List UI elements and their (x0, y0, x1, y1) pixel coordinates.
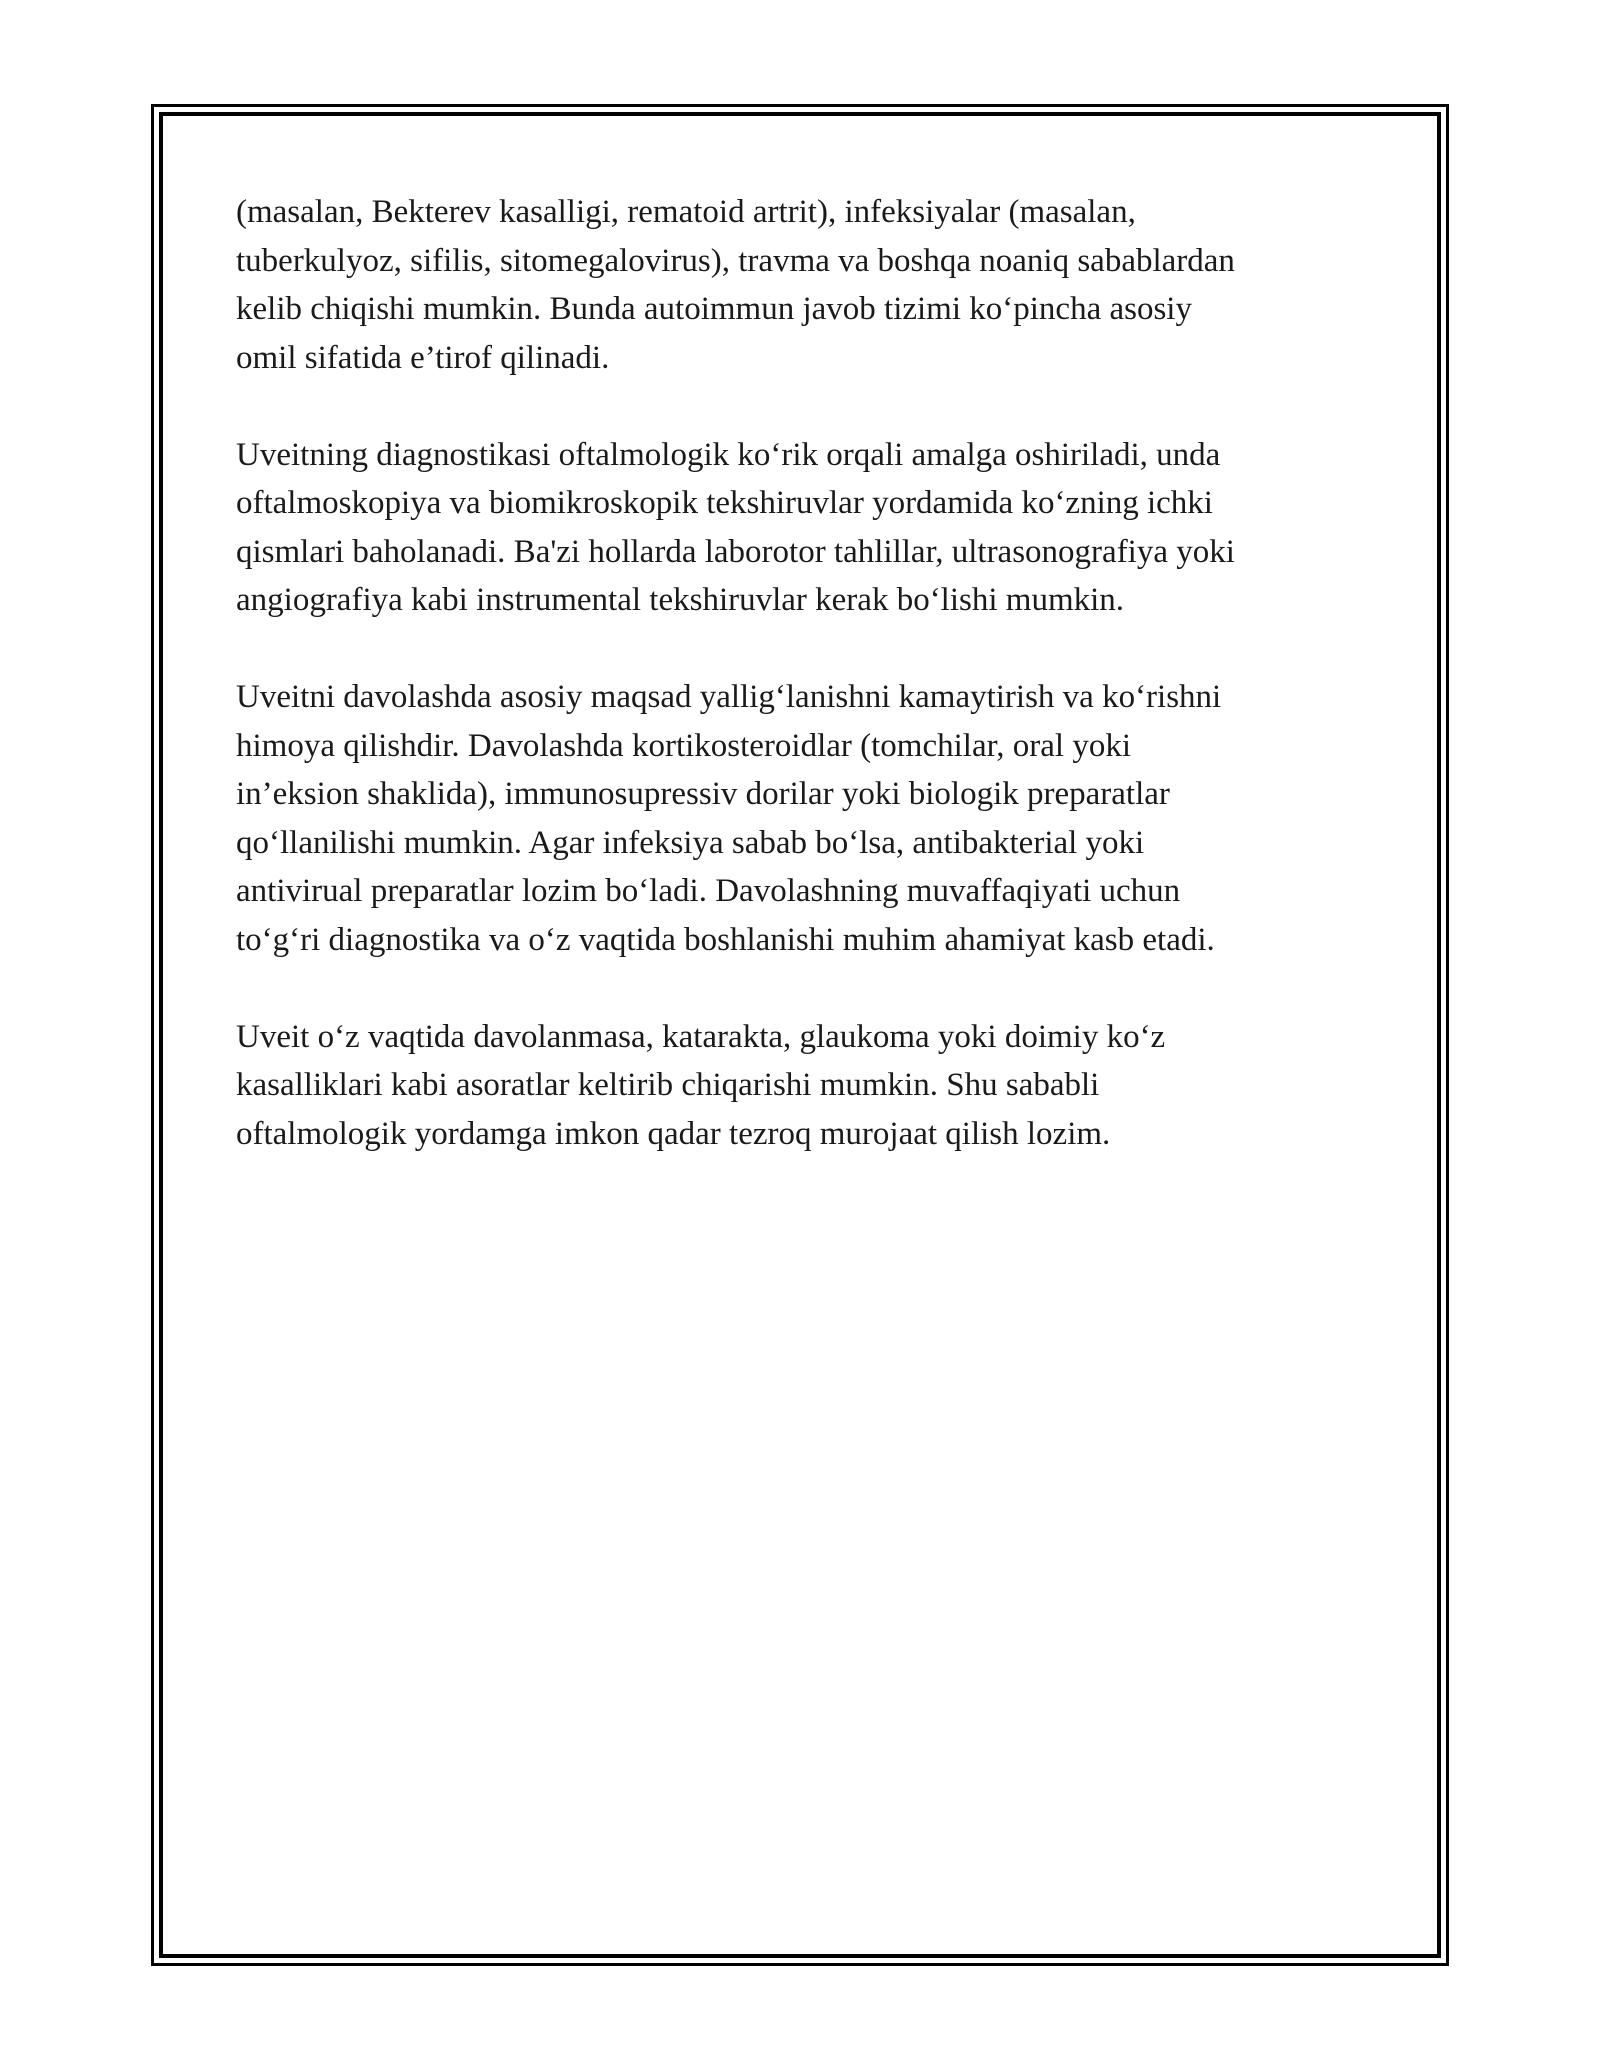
text-line: qismlari baholanadi. Ba'zi hollarda laborotor tahlillar, ultrasonografiya yoki (236, 533, 1235, 570)
text-line: oftalmologik yordamga imkon qadar tezroq murojaat qilish lozim. (236, 1115, 1111, 1152)
paragraph-1 (236, 188, 1366, 382)
text-line: Uveitni davolashda asosiy maqsad yallig‘lanishni kamaytirish va ko‘rishni (236, 679, 1222, 715)
text-line: omil sifatida e’tirof qilinadi. (236, 339, 610, 376)
text-line: in’eksion shaklida), immunosupressiv dorilar yoki biologik preparatlar (236, 776, 1170, 812)
text-line: (masalan, Bekterev kasalligi, rematoid artrit), infeksiyalar (masalan, (236, 194, 1136, 230)
text-line: antivirual preparatlar lozim bo‘ladi. Davolashning muvaffaqiyati uchun (236, 873, 1181, 909)
text-line: to‘g‘ri diagnostika va o‘z vaqtida boshlanishi muhim ahamiyat kasb etadi. (236, 921, 1215, 958)
text-line: kelib chiqishi mumkin. Bunda autoimmun javob tizimi ko‘pincha asosiy (236, 291, 1192, 327)
paragraph-2 (236, 431, 1366, 625)
text-line: himoya qilishdir. Davolashda kortikosteroidlar (tomchilar, oral yoki (236, 727, 1131, 764)
text-line: angiografiya kabi instrumental tekshiruvlar kerak bo‘lishi mumkin. (236, 582, 1125, 618)
paragraph-4 (236, 1013, 1366, 1159)
text-line: Uveit o‘z vaqtida davolanmasa, katarakta, glaukoma yoki doimiy ko‘z (236, 1018, 1166, 1055)
text-line: oftalmoskopiya va biomikroskopik tekshiruvlar yordamida ko‘zning ichki (236, 485, 1213, 521)
document-body (236, 188, 1366, 1207)
text-line: Uveitning diagnostikasi oftalmologik ko‘rik orqali amalga oshiriladi, unda (236, 436, 1221, 473)
text-line: tuberkulyoz, sifilis, sitomegalovirus), travma va boshqa noaniq sabablardan (236, 242, 1235, 279)
text-line: kasalliklari kabi asoratlar keltirib chiqarishi mumkin. Shu sababli (236, 1067, 1100, 1103)
paragraph-3 (236, 673, 1366, 964)
text-line: qo‘llanilishi mumkin. Agar infeksiya sabab bo‘lsa, antibakterial yoki (236, 824, 1145, 861)
